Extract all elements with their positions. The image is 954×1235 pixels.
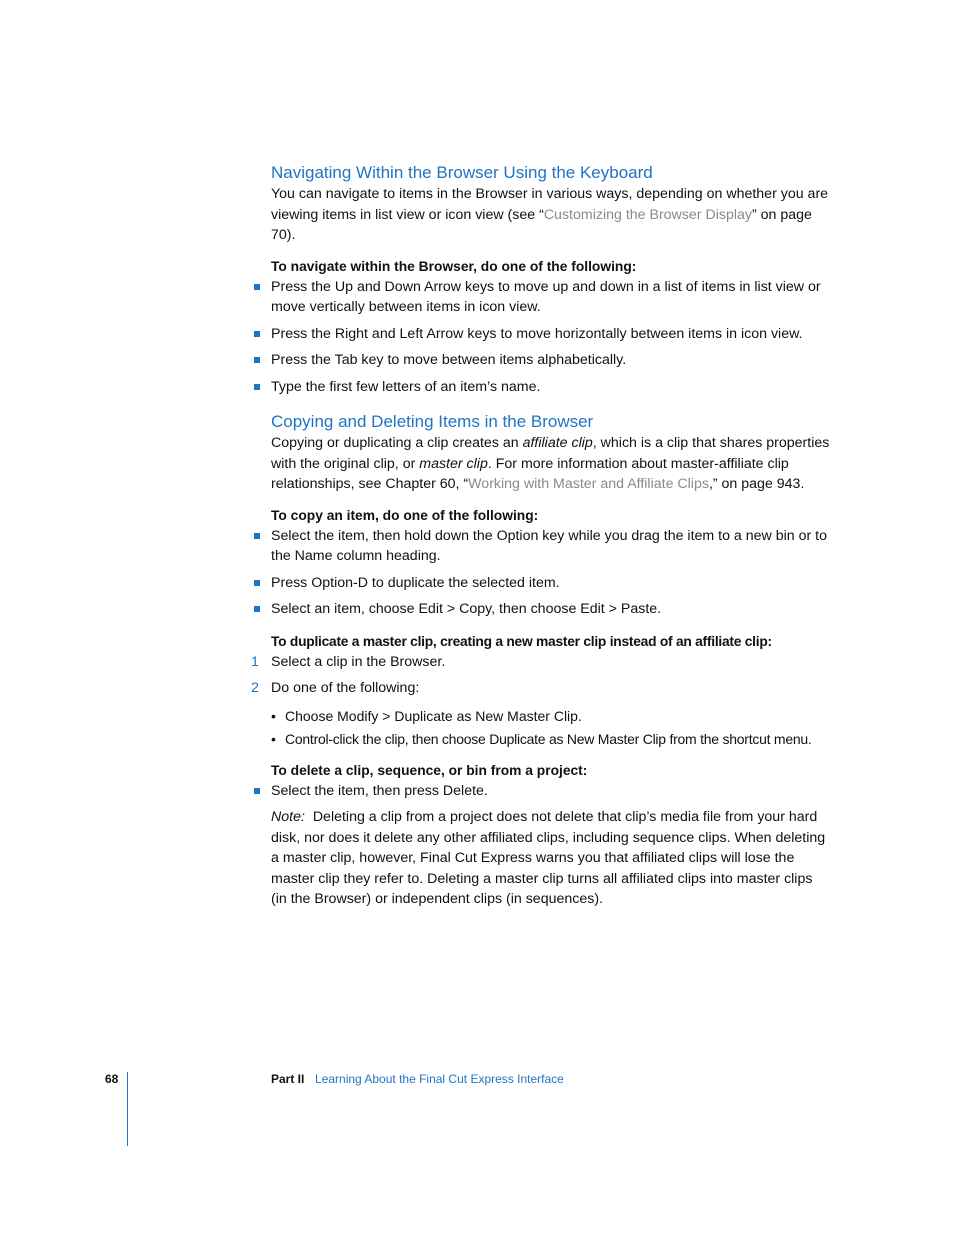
footer-part-title: Learning About the Final Cut Express Interface	[315, 1072, 564, 1086]
footer-divider	[127, 1072, 128, 1146]
step-item: 1 Select a clip in the Browser.	[271, 652, 831, 673]
intro-paragraph: You can navigate to items in the Browser in various ways, depending on whether you are viewing items in list view or icon view (see “Customizing the Browser Display” on page 70).	[271, 186, 829, 243]
step-number: 1	[251, 653, 259, 670]
step-number: 2	[251, 680, 259, 696]
square-bullet-icon	[254, 331, 260, 337]
sub-list-item: • Choose Modify > Duplicate as New Master Clip.	[271, 707, 582, 724]
square-bullet-icon	[254, 357, 260, 363]
square-bullet-icon	[254, 284, 260, 290]
sub-list-item: • Control-click the clip, then choose Duplicate as New Master Clip from the shortcut menu.	[271, 730, 812, 747]
page-number: 68	[105, 1072, 119, 1086]
section-heading-navigating: Navigating Within the Browser Using the Keyboard	[271, 163, 653, 182]
square-bullet-icon	[254, 788, 260, 794]
square-bullet-icon	[254, 384, 260, 390]
square-bullet-icon	[254, 533, 260, 539]
footer-part-label: Part II	[271, 1072, 305, 1086]
step-item: 2 Do one of the following:	[271, 678, 831, 699]
task-lead: To copy an item, do one of the following:	[271, 507, 539, 523]
cross-reference-link[interactable]: Customizing the Browser Display	[543, 206, 752, 223]
task-lead: To delete a clip, sequence, or bin from a project:	[271, 762, 588, 778]
intro-paragraph: Copying or duplicating a clip creates an affiliate clip, which is a clip that shares properties with the original clip, or master clip. For more information about master-affiliate clip relationships, see Chapter 60, “Working with Master and Affiliate Clips,” on page 943.	[271, 435, 830, 492]
list-item: Press the Right and Left Arrow keys to move horizontally between items in icon view.	[271, 324, 831, 345]
cross-reference-link[interactable]: Working with Master and Affiliate Clips	[468, 476, 709, 492]
page-content	[251, 162, 831, 910]
dot-bullet-icon: •	[271, 730, 276, 747]
note-paragraph: Note: Deleting a clip from a project does not delete that clip’s media file from your hard disk, nor does it delete any other affiliated clips, including sequence clips. When deleting a master clip, however, Final Cut Express warns you that affiliated clips will lose the master clip they refer to. Deleting a master clip turns all affiliated clips into master clips (in the Browser) or independent clips (in sequences).	[271, 809, 826, 907]
list-item: Select the item, then press Delete.	[271, 781, 831, 802]
dot-bullet-icon: •	[271, 707, 276, 724]
list-item: Select the item, then hold down the Option key while you drag the item to a new bin or to the Name column heading.	[271, 526, 831, 567]
list-item: Press the Up and Down Arrow keys to move up and down in a list of items in list view or move vertically between items in icon view.	[271, 277, 831, 318]
task-lead: To duplicate a master clip, creating a new master clip instead of an affiliate clip:	[271, 633, 772, 649]
list-item: Select an item, choose Edit > Copy, then choose Edit > Paste.	[271, 599, 831, 620]
square-bullet-icon	[254, 580, 260, 586]
section-heading-copying: Copying and Deleting Items in the Browser	[271, 412, 594, 431]
list-item: Press the Tab key to move between items alphabetically.	[271, 350, 831, 371]
note-label: Note:	[271, 809, 305, 825]
square-bullet-icon	[254, 606, 260, 612]
list-item: Type the first few letters of an item’s name.	[271, 377, 831, 398]
list-item: Press Option-D to duplicate the selected item.	[271, 573, 831, 594]
task-lead: To navigate within the Browser, do one of the following:	[271, 258, 637, 274]
